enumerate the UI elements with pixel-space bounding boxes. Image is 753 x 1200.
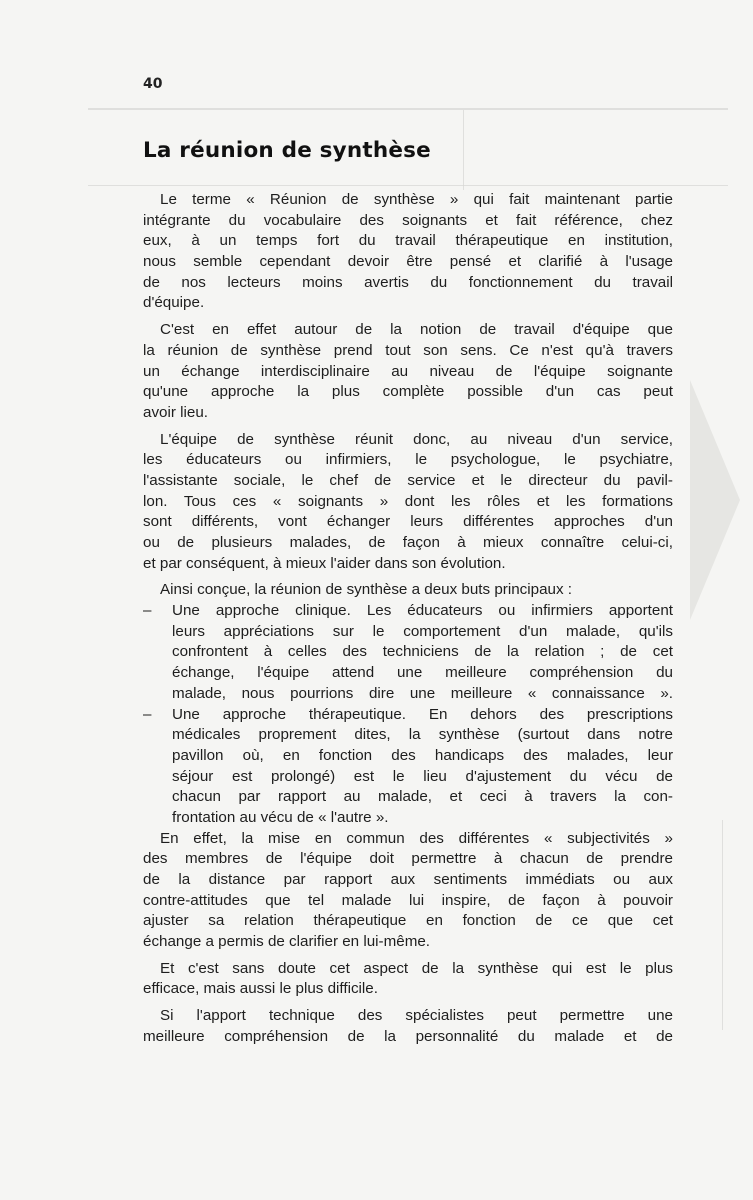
text-line: Ainsi conçue, la réunion de synthèse a deux buts principaux : bbox=[160, 581, 573, 599]
text-line: ajuster sa relation thérapeutique en fonction de ce que cet bbox=[143, 912, 673, 930]
text-line: avoir lieu. bbox=[143, 403, 208, 421]
show-through-rule bbox=[88, 185, 728, 186]
text-line: L'équipe de synthèse réunit donc, au niveau d'un service, bbox=[160, 430, 673, 448]
paragraph bbox=[143, 580, 673, 601]
text-line: Une approche clinique. Les éducateurs ou infirmiers apportent bbox=[172, 602, 673, 620]
text-line: intégrante du vocabulaire des soignants et fait référence, chez bbox=[143, 211, 673, 229]
text-line: l'assistante sociale, le chef de service et le directeur du pavil- bbox=[143, 471, 673, 489]
show-through-arrow bbox=[690, 380, 740, 620]
text-line: échange a permis de clarifier en lui-même. bbox=[143, 933, 431, 951]
text-line: confrontent à celles des techniciens de la relation ; de cet bbox=[172, 643, 673, 661]
text-line: En effet, la mise en commun des différentes « subjectivités » bbox=[160, 829, 673, 847]
text-line: médicales proprement dites, la synthèse (surtout dans notre bbox=[172, 726, 673, 744]
text-line: Si l'apport technique des spécialistes peut permettre une bbox=[160, 1007, 673, 1025]
text-line: d'équipe. bbox=[143, 294, 205, 312]
text-line: la réunion de synthèse prend tout son sens. Ce n'est qu'à travers bbox=[143, 341, 673, 359]
text-line: leurs appréciations sur le comportement d'un malade, qu'ils bbox=[172, 622, 673, 640]
text-line: un échange interdisciplinaire au niveau de l'équipe soignante bbox=[143, 362, 673, 380]
paragraph bbox=[143, 1006, 673, 1047]
section-title: La réunion de synthèse bbox=[143, 138, 431, 163]
text-line: des membres de l'équipe doit permettre à chacun de prendre bbox=[143, 850, 673, 868]
list-item bbox=[143, 705, 673, 829]
text-line: meilleure compréhension de la personnalité du malade et de bbox=[143, 1027, 673, 1045]
text-line: de la distance par rapport aux sentiments immédiats ou aux bbox=[143, 871, 673, 888]
text-line: pavillon où, en fonction des handicaps des malades, leur bbox=[172, 746, 673, 764]
text-line: Une approche thérapeutique. En dehors des prescriptions bbox=[172, 705, 673, 723]
text-line: lon. Tous ces « soignants » dont les rôles et les formations bbox=[143, 492, 673, 510]
paragraph bbox=[143, 190, 673, 314]
text-line: ou de plusieurs malades, de façon à mieux connaître celui-ci, bbox=[143, 534, 673, 551]
text-line: C'est en effet autour de la notion de travail d'équipe que bbox=[160, 321, 673, 339]
text-line: Et c'est sans doute cet aspect de la synthèse qui est le plus bbox=[160, 959, 673, 977]
show-through-rule bbox=[722, 820, 723, 1030]
list-item bbox=[143, 601, 673, 704]
page-number: 40 bbox=[143, 76, 163, 92]
show-through-rule bbox=[463, 110, 464, 190]
text-line: contre-attitudes que tel malade lui inspire, de façon à pouvoir bbox=[143, 891, 673, 909]
list-dash: – bbox=[143, 602, 152, 620]
text-line: les éducateurs ou infirmiers, le psychologue, le psychiatre, bbox=[143, 451, 673, 469]
list-dash: – bbox=[143, 705, 152, 723]
text-line: Le terme « Réunion de synthèse » qui fait maintenant partie bbox=[160, 191, 673, 208]
text-line: eux, à un temps fort du travail thérapeutique en institution, bbox=[143, 232, 673, 250]
paragraph bbox=[143, 430, 673, 575]
text-line: frontation au vécu de « l'autre ». bbox=[172, 808, 389, 826]
text-line: de nos lecteurs moins avertis du fonctionnement du travail bbox=[143, 273, 673, 291]
article-body bbox=[143, 190, 673, 1048]
text-line: nous semble cependant devoir être pensé et clarifié à l'usage bbox=[143, 253, 673, 271]
text-line: malade, nous pourrions dire une meilleure « connaissance ». bbox=[172, 684, 673, 702]
text-line: sont différents, vont échanger leurs différentes approches d'un bbox=[143, 513, 673, 531]
text-line: séjour est prolongé) est le lieu d'ajustement du vécu de bbox=[172, 767, 673, 785]
paragraph bbox=[143, 959, 673, 1000]
paragraph bbox=[143, 320, 673, 423]
text-line: qu'une approche la plus complète possible d'un cas peut bbox=[143, 383, 673, 401]
text-line: échange, l'équipe attend une meilleure compréhension du bbox=[172, 664, 673, 682]
text-line: et par conséquent, à mieux l'aider dans son évolution. bbox=[143, 554, 506, 572]
text-line: chacun par rapport au malade, et ceci à travers la con- bbox=[172, 788, 673, 806]
text-line: efficace, mais aussi le plus difficile. bbox=[143, 980, 378, 998]
paragraph bbox=[143, 829, 673, 953]
show-through-rule bbox=[88, 108, 728, 110]
